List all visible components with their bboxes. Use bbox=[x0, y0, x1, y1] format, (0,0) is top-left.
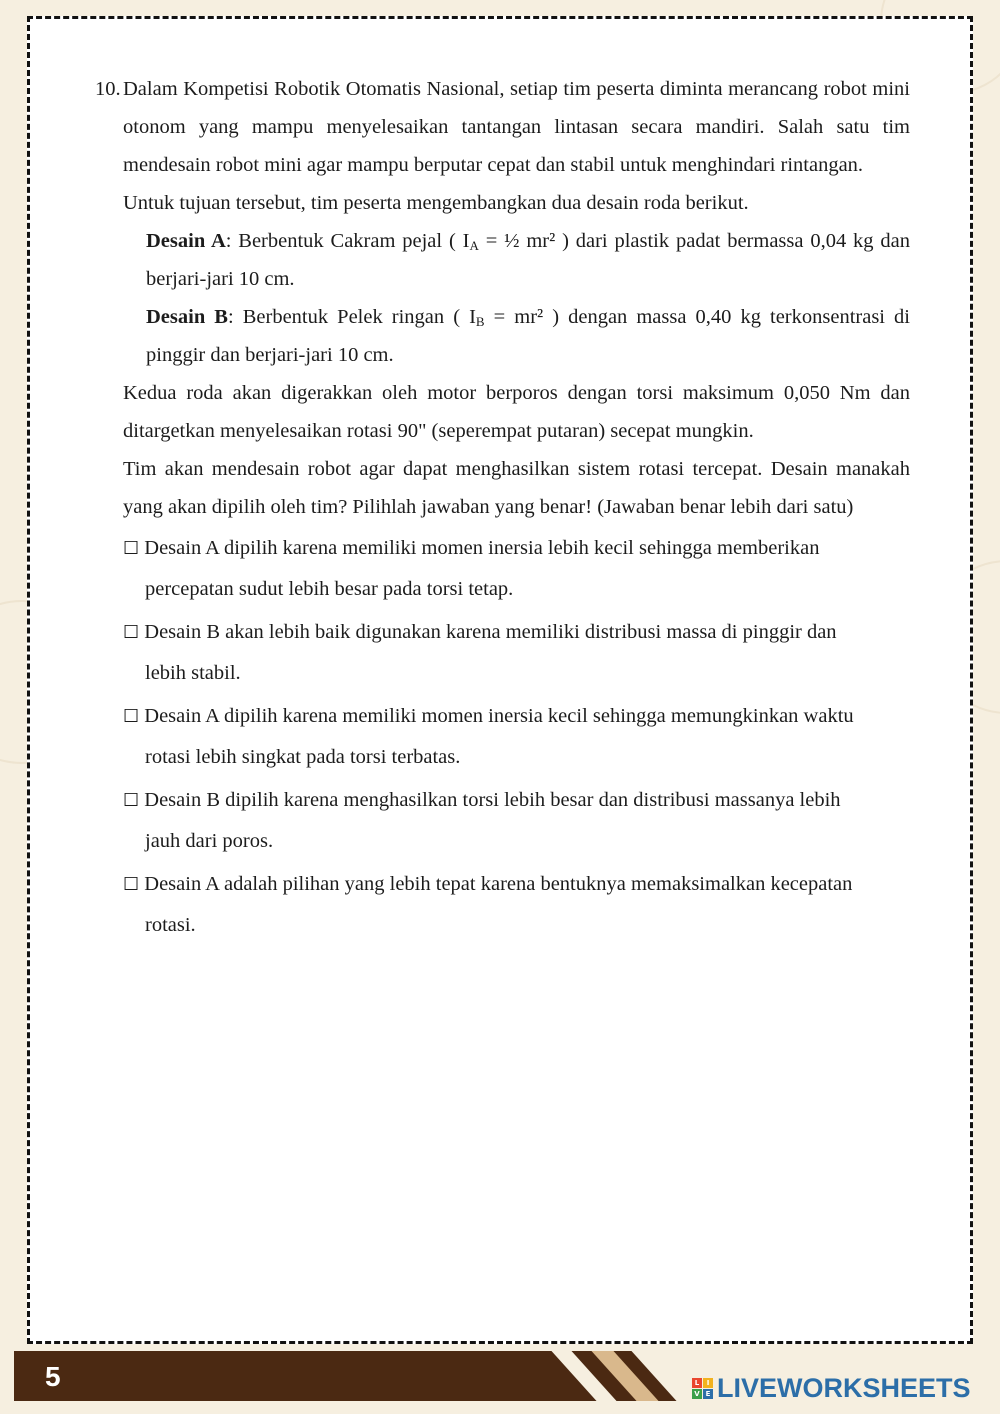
answer-option[interactable] bbox=[95, 864, 910, 946]
checkbox-icon[interactable]: ☐ bbox=[123, 874, 140, 895]
page-number: 5 bbox=[45, 1361, 61, 1392]
checkbox-icon[interactable]: ☐ bbox=[123, 622, 140, 643]
question-intro-text: Dalam Kompetisi Robotik Otomatis Nasional, setiap tim peserta diminta merancang robot mini otonom yang mampu menyelesaikan tantangan lintasan secara mandiri. Salah satu tim mendesain robot mini agar mampu berputar cepat dan stabil untuk menghindari rintangan. bbox=[123, 78, 910, 176]
design-a-subscript: A bbox=[469, 238, 479, 253]
design-a-label: Desain A bbox=[146, 230, 226, 252]
option-text: Desain B akan lebih baik digunakan karena memiliki distribusi massa di pinggir dan bbox=[144, 621, 837, 643]
design-a-text: : Berbentuk Cakram pejal ( I bbox=[225, 230, 470, 252]
design-a-description bbox=[95, 222, 910, 298]
logo-letter: L bbox=[692, 1378, 702, 1388]
option-text: Desain A dipilih karena memiliki momen inersia kecil sehingga memungkinkan waktu bbox=[144, 705, 854, 727]
option-text-continued: jauh dari poros. bbox=[145, 830, 274, 852]
design-b-label: Desain B bbox=[146, 306, 228, 328]
question-block bbox=[95, 70, 910, 946]
design-b-text: : Berbentuk Pelek ringan ( I bbox=[227, 306, 476, 328]
option-text: Desain A dipilih karena memiliki momen inersia lebih kecil sehingga memberikan bbox=[144, 537, 820, 559]
answer-option[interactable] bbox=[95, 528, 910, 610]
question-number: 10. bbox=[95, 78, 121, 100]
logo-letter: E bbox=[703, 1389, 713, 1399]
answer-option[interactable] bbox=[95, 612, 910, 694]
design-b-description bbox=[95, 298, 910, 374]
question-intro bbox=[95, 70, 910, 184]
question-prompt: Tim akan mendesain robot agar dapat menghasilkan sistem rotasi tercepat. Desain manakah yang akan dipilih oleh tim? Pilihlah jawaban yang benar! (Jawaban benar lebih dari satu) bbox=[123, 458, 910, 518]
answer-option[interactable] bbox=[95, 780, 910, 862]
checkbox-icon[interactable]: ☐ bbox=[123, 790, 140, 811]
logo-letter: I bbox=[703, 1378, 713, 1388]
checkbox-icon[interactable]: ☐ bbox=[123, 706, 140, 727]
option-text: Desain A adalah pilihan yang lebih tepat karena bentuknya memaksimalkan kecepatan bbox=[144, 873, 853, 895]
checkbox-icon[interactable]: ☐ bbox=[123, 538, 140, 559]
brand-name: LIVEWORKSHEETS bbox=[717, 1372, 971, 1403]
option-text-continued: percepatan sudut lebih besar pada torsi tetap. bbox=[145, 578, 514, 600]
design-b-text-rest: = mr² ) dengan massa 0,40 kg terkonsentrasi di pinggir dan berjari-jari 10 cm. bbox=[146, 306, 910, 366]
design-a-text-rest: = ½ mr² ) dari plastik padat bermassa 0,04 kg dan berjari-jari 10 cm. bbox=[146, 230, 910, 290]
motor-text: Kedua roda akan digerakkan oleh motor berporos dengan torsi maksimum 0,050 Nm dan ditargetkan menyelesaikan rotasi 90" (seperempat putaran) secepat mungkin. bbox=[123, 382, 910, 442]
option-text-continued: rotasi lebih singkat pada torsi terbatas. bbox=[145, 746, 461, 768]
option-text-continued: rotasi. bbox=[145, 914, 196, 936]
brand-logo-icon bbox=[692, 1378, 713, 1399]
logo-letter: V bbox=[692, 1389, 702, 1399]
purpose-text: Untuk tujuan tersebut, tim peserta mengembangkan dua desain roda berikut. bbox=[123, 192, 749, 214]
answer-option[interactable] bbox=[95, 696, 910, 778]
liveworksheets-logo[interactable] bbox=[692, 1372, 971, 1404]
option-text: Desain B dipilih karena menghasilkan torsi lebih besar dan distribusi massanya lebih bbox=[144, 789, 841, 811]
option-text-continued: lebih stabil. bbox=[145, 662, 241, 684]
design-b-subscript: B bbox=[475, 314, 485, 329]
